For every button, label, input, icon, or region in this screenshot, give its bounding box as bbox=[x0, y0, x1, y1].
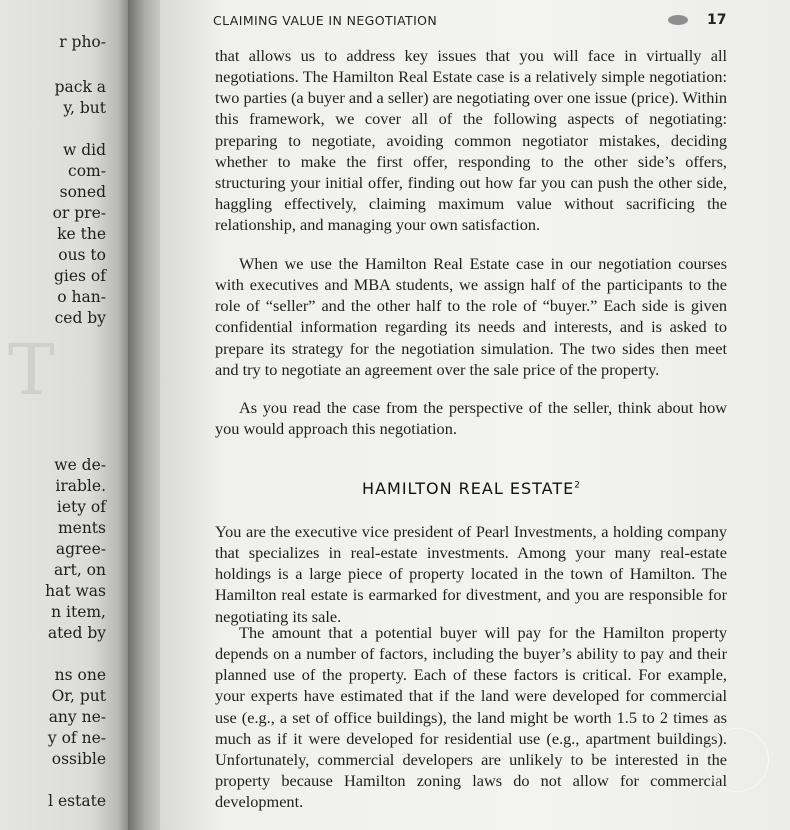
facing-page-line: any ne- bbox=[48, 708, 106, 726]
body-paragraph-3: As you read the case from the perspective of the seller, think about how you would approach this negotiation. bbox=[215, 398, 727, 439]
facing-page-line: r pho- bbox=[59, 33, 106, 51]
facing-page-line: ments bbox=[57, 519, 106, 537]
facing-page-line: n item, bbox=[51, 603, 106, 621]
facing-page-line: com- bbox=[68, 162, 106, 180]
facing-page-line: hat was bbox=[45, 582, 106, 600]
facing-page-line: y of ne- bbox=[47, 729, 106, 747]
page-number: 17 bbox=[707, 12, 727, 28]
facing-page-line: w did bbox=[63, 141, 106, 159]
facing-page-ghost-letter: T bbox=[8, 329, 55, 411]
footnote-marker: 2 bbox=[574, 480, 580, 491]
facing-page-line: l estate bbox=[48, 792, 106, 810]
facing-page-line: soned bbox=[59, 183, 106, 201]
facing-page-line: y, but bbox=[63, 99, 106, 117]
facing-page-line: ossible bbox=[51, 750, 106, 768]
facing-page-line: ke the bbox=[57, 225, 106, 243]
facing-page-line: gies of bbox=[53, 267, 106, 285]
body-paragraph-2: When we use the Hamilton Real Estate case in our negotiation courses with executives and MBA students, we assign half of the participants to the role of “seller” and the other half to the role of “buyer.” Each side is given confidential information regarding its needs and interests, and is asked to prepare its strategy for the negotiation simulation. The two sides then meet and try to negotiate an agreement over the sale price of the property. bbox=[215, 254, 727, 379]
facing-page-line: Or, put bbox=[51, 687, 106, 705]
facing-page-line: we de- bbox=[54, 456, 106, 474]
facing-page-line: iety of bbox=[56, 498, 106, 516]
case-paragraph-2: The amount that a potential buyer will pay for the Hamilton property depends on a number of factors, including the buyer’s ability to pay and their planned use of the property. Each of these factors is critical. For example, your experts have estimated that if the land were developed for commercial use (e.g., a set of office buildings), the land might be worth 1.5 to 2 times as much as if it were developed for residential use (e.g., apartment buildings). Unfortunately, commercial developers are unlikely to be interested in the property because Hamilton zoning laws do not allow for commercial development. bbox=[215, 623, 727, 812]
header-ornament-icon bbox=[668, 15, 688, 25]
case-paragraph-1: You are the executive vice president of Pearl Investments, a holding company that specializes in real-estate investments. Among your many real-estate holdings is a large piece of property located in the town of Hamilton. The Hamilton real estate is earmarked for divestment, and you are responsible for negotiating its sale. bbox=[215, 522, 727, 626]
facing-page-line: o han- bbox=[57, 288, 106, 306]
facing-page-line: ns one bbox=[54, 666, 106, 684]
facing-page-line: irable. bbox=[55, 477, 106, 495]
facing-page-line: ous to bbox=[58, 246, 106, 264]
facing-page-line: ated by bbox=[47, 624, 106, 642]
facing-page-line: pack a bbox=[54, 78, 106, 96]
watermark-stamp bbox=[705, 728, 769, 792]
facing-page-line: ced by bbox=[54, 309, 106, 327]
body-paragraph-1: that allows us to address key issues that you will face in virtually all negotiations. The Hamilton Real Estate case is a relatively simple negotiation: two parties (a buyer and a seller) are negotiating over one issue (price). Within this framework, we cover all of the following aspects of negotiating: preparing to negotiate, avoiding common negotiator mistakes, deciding whether to make the first offer, responding to the other side’s offers, structuring your initial offer, finding out how far you can push the other side, haggling effectively, claiming maximum value without sacrificing the relationship, and managing your own satisfaction. bbox=[215, 46, 727, 235]
section-heading bbox=[215, 479, 727, 498]
running-header: CLAIMING VALUE IN NEGOTIATION bbox=[213, 13, 438, 28]
facing-page-line: or pre- bbox=[52, 204, 106, 222]
facing-page-line: agree- bbox=[55, 540, 106, 558]
facing-page-line: art, on bbox=[53, 561, 106, 579]
section-heading-text: HAMILTON REAL ESTATE bbox=[362, 479, 575, 498]
facing-page bbox=[0, 0, 128, 830]
